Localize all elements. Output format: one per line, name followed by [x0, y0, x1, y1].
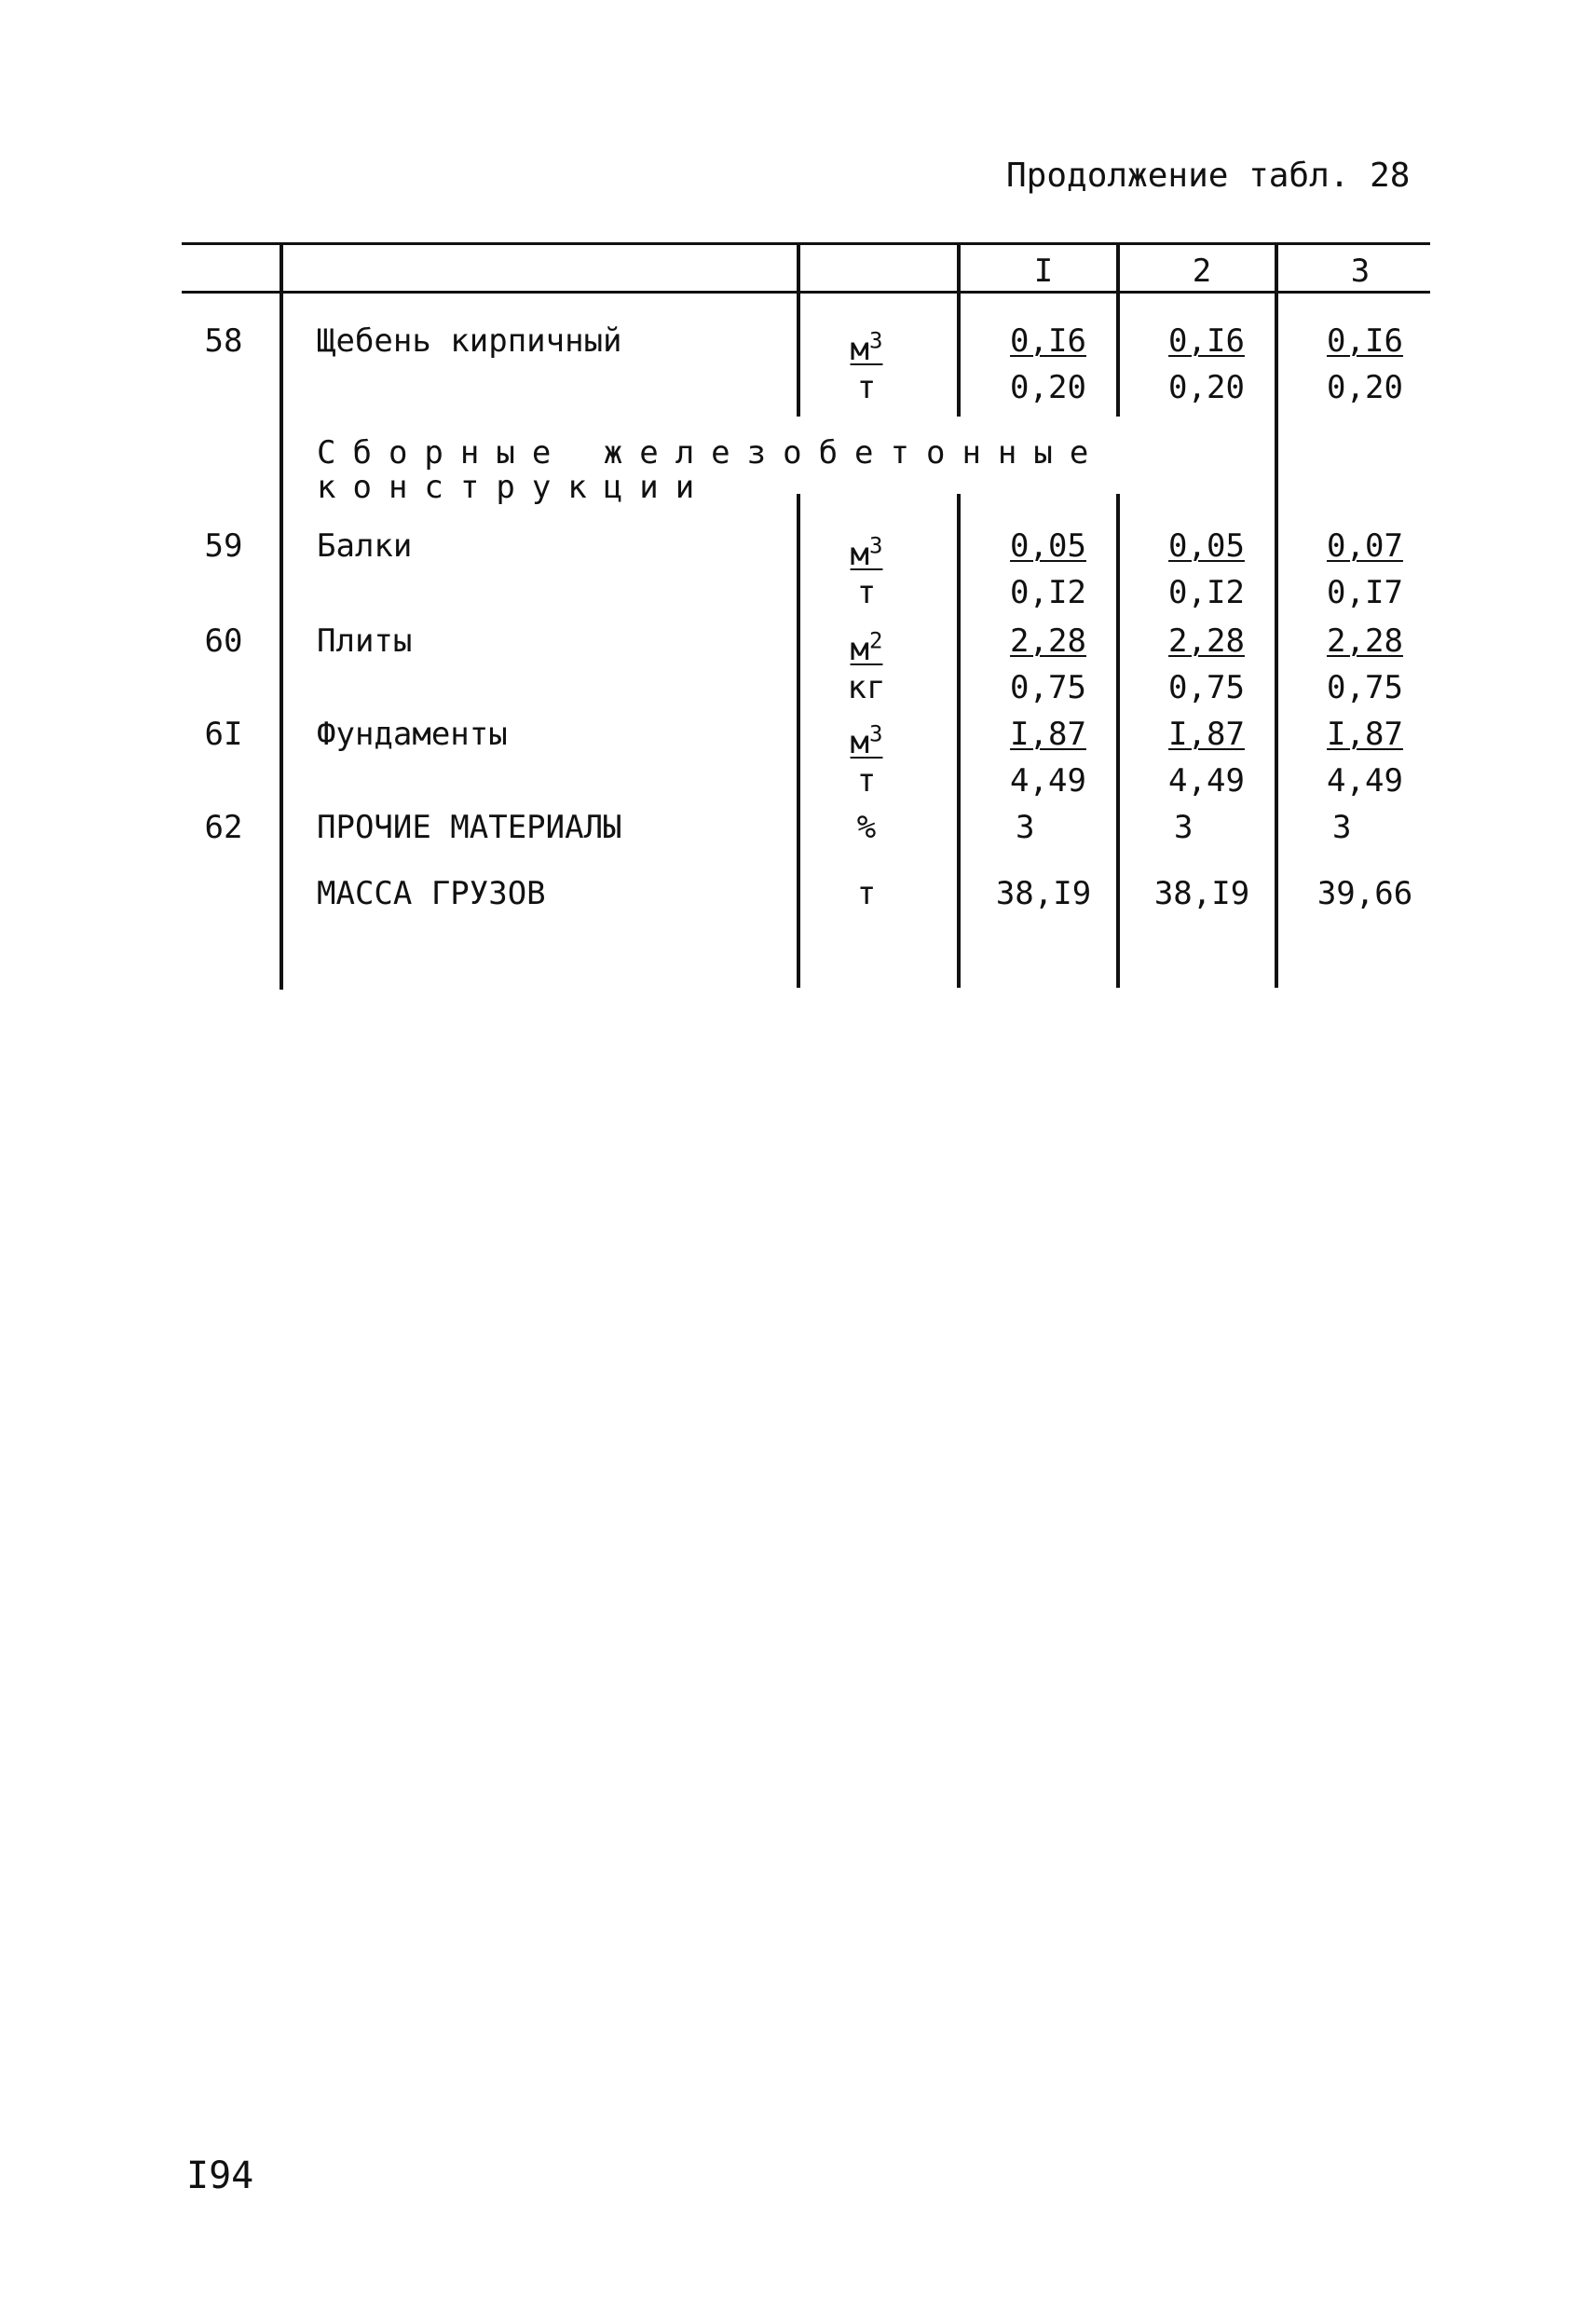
row-value-3: 0,07 — [1327, 527, 1403, 565]
row-name: Щебень кирпичный — [317, 322, 622, 360]
total-value-2: 38,I9 — [1153, 875, 1250, 912]
row-value-2: 0,75 — [1168, 669, 1245, 706]
row-value-2: 2,28 — [1168, 622, 1245, 660]
row-unit: $м^3$ — [850, 533, 883, 574]
row-unit: т — [856, 762, 877, 800]
row-number: 59 — [204, 527, 243, 565]
row-value-1: 4,49 — [1010, 762, 1086, 800]
row-unit: % — [856, 809, 877, 846]
column-divider — [280, 244, 283, 990]
row-value-3: 0,I7 — [1327, 574, 1403, 611]
table-top-rule — [182, 242, 1430, 245]
row-value-2: 0,I2 — [1168, 574, 1245, 611]
table-header-rule — [182, 291, 1430, 294]
section-heading-line-2: конструкции — [317, 469, 712, 506]
row-unit: т — [856, 369, 877, 406]
column-divider — [957, 244, 961, 417]
column-divider — [797, 244, 800, 417]
row-value-3: 4,49 — [1327, 762, 1403, 800]
total-label: МАССА ГРУЗОВ — [317, 875, 546, 912]
total-value-1: 38,I9 — [995, 875, 1092, 912]
row-value-1: 2,28 — [1010, 622, 1086, 660]
row-value-2: 3 — [1174, 809, 1194, 846]
row-number: 6I — [204, 716, 243, 753]
row-value-3: 0,75 — [1327, 669, 1403, 706]
row-name: Плиты — [317, 622, 413, 660]
section-heading-line-1: Сборные железобетонные — [317, 434, 1106, 472]
row-value-2: 0,20 — [1168, 369, 1245, 406]
header-col-2: 2 — [1192, 253, 1212, 290]
row-value-3: 3 — [1332, 809, 1352, 846]
row-value-1: 0,05 — [1010, 527, 1086, 565]
row-value-3: 0,20 — [1327, 369, 1403, 406]
row-value-1: 0,75 — [1010, 669, 1086, 706]
row-number: 58 — [204, 322, 243, 360]
column-divider — [797, 494, 800, 988]
row-name: Балки — [317, 527, 413, 565]
row-unit: $м^3$ — [850, 328, 883, 369]
row-number: 60 — [204, 622, 243, 660]
row-value-3: I,87 — [1327, 716, 1403, 753]
header-col-3: 3 — [1350, 253, 1371, 290]
row-unit: т — [856, 875, 877, 912]
row-value-3: 2,28 — [1327, 622, 1403, 660]
row-value-1: 0,I2 — [1010, 574, 1086, 611]
row-unit: т — [856, 574, 877, 611]
header-col-1: I — [1033, 253, 1054, 290]
row-value-1: 0,I6 — [1010, 322, 1086, 360]
page-number: I94 — [186, 2154, 254, 2197]
row-value-1: 0,20 — [1010, 369, 1086, 406]
row-unit: кг — [847, 669, 886, 706]
total-value-3: 39,66 — [1316, 875, 1413, 912]
row-name: Фундаменты — [317, 716, 508, 753]
row-value-3: 0,I6 — [1327, 322, 1403, 360]
table-caption: Продолжение табл. 28 — [1006, 157, 1411, 195]
row-unit: $м^3$ — [850, 721, 883, 762]
row-value-1: 3 — [1016, 809, 1035, 846]
row-value-2: 0,I6 — [1168, 322, 1245, 360]
row-value-2: I,87 — [1168, 716, 1245, 753]
row-name: ПРОЧИЕ МАТЕРИАЛЫ — [317, 809, 622, 846]
column-divider — [957, 494, 961, 988]
row-value-2: 4,49 — [1168, 762, 1245, 800]
row-value-2: 0,05 — [1168, 527, 1245, 565]
row-unit: $м^2$ — [850, 628, 883, 669]
row-value-1: I,87 — [1010, 716, 1086, 753]
row-number: 62 — [204, 809, 243, 846]
